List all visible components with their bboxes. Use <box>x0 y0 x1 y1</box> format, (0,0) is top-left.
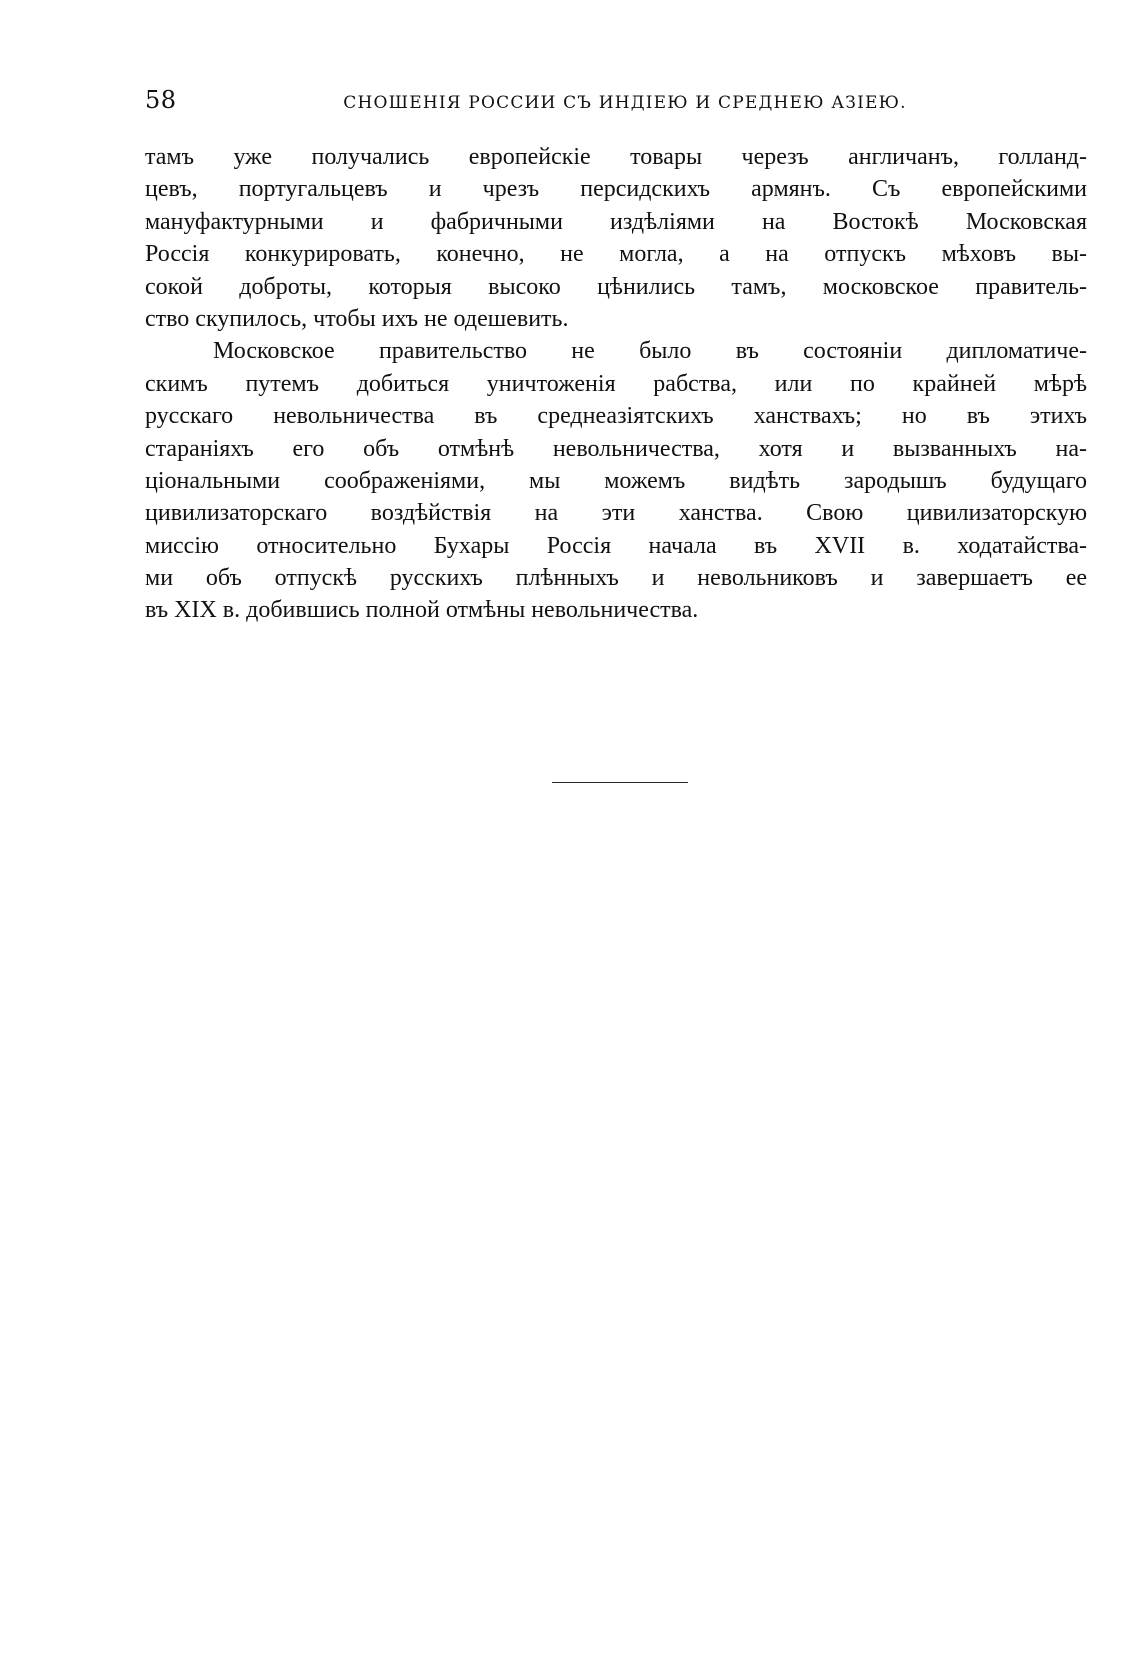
section-end-rule <box>552 782 688 783</box>
paragraph-2 <box>145 335 1087 627</box>
page-number: 58 <box>145 86 177 114</box>
text-line: ми объ отпускѣ русскихъ плѣнныхъ и невольниковъ и завершаетъ ее <box>145 565 1087 592</box>
text-line: Московское правительство не было въ состояніи дипломатиче- <box>213 338 1087 365</box>
text-line: въ XIX в. добившись полной отмѣны невольничества. <box>145 597 699 624</box>
text-line: сокой доброты, которыя высоко цѣнились тамъ, московское правитель- <box>145 273 1087 300</box>
text-line: ціональными соображеніями, мы можемъ видѣть зародышъ будущаго <box>145 467 1087 494</box>
text-line: русскаго невольничества въ среднеазіятскихъ ханствахъ; но въ этихъ <box>145 403 1087 430</box>
page-header <box>145 86 950 122</box>
text-line: скимъ путемъ добиться уничтоженія рабства, или по крайней мѣрѣ <box>145 370 1087 397</box>
text-line: мануфактурными и фабричными издѣліями на Востокѣ Московская <box>145 208 1087 235</box>
paragraph-1 <box>145 141 1087 335</box>
text-line: тамъ уже получались европейскіе товары черезъ англичанъ, голланд- <box>145 144 1087 170</box>
text-line: Россія конкурировать, конечно, не могла, а на отпускъ мѣховъ вы- <box>145 241 1087 268</box>
text-line: цевъ, португальцевъ и чрезъ персидскихъ армянъ. Съ европейскими <box>145 176 1087 203</box>
text-line: цивилизаторскаго воздѣйствія на эти ханства. Свою цивилизаторскую <box>145 500 1087 527</box>
text-line: миссію относительно Бухары Россія начала въ XVII в. ходатайства- <box>145 532 1087 559</box>
text-line: стараніяхъ его объ отмѣнѣ невольничества, хотя и вызванныхъ на- <box>145 435 1087 462</box>
running-head: СНОШЕНІЯ РОССИИ СЪ ИНДІЕЮ И СРЕДНЕЮ АЗІЕЮ. <box>343 93 907 113</box>
text-line: ство скупилось, чтобы ихъ не одешевить. <box>145 305 569 332</box>
body-text <box>145 141 1087 627</box>
